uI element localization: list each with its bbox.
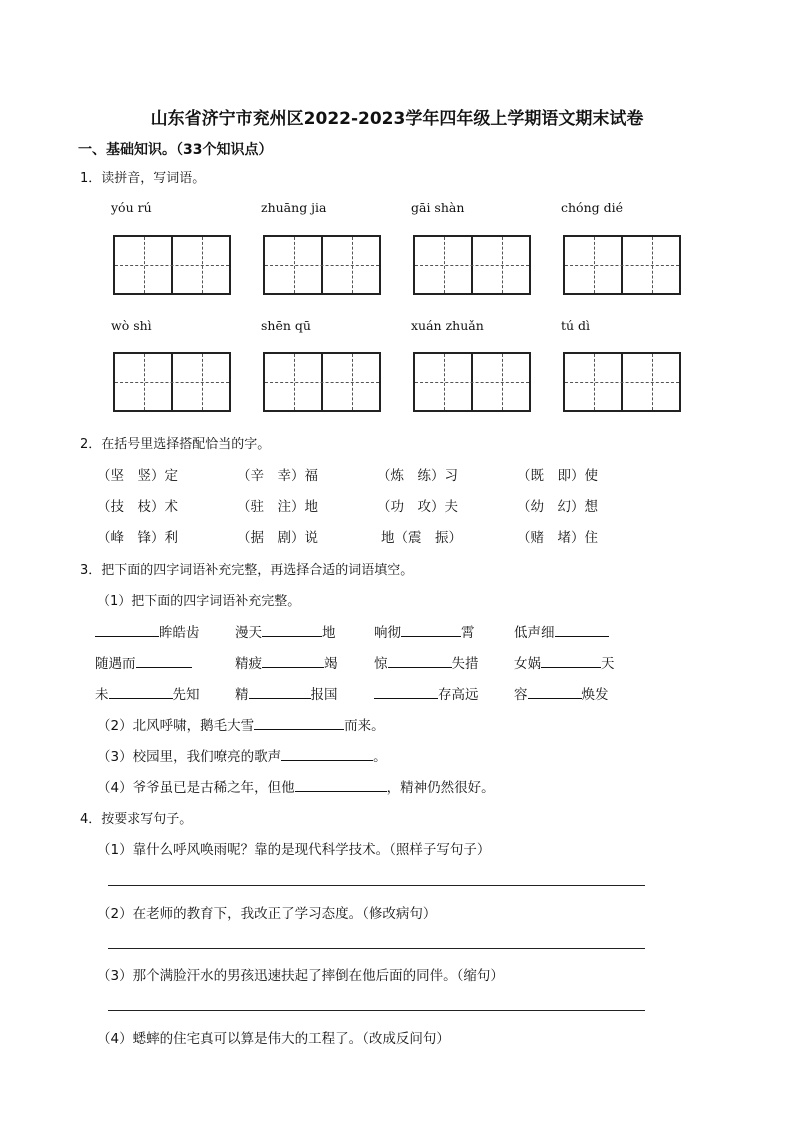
idiom-fill[interactable]: 精 报国 [235, 683, 338, 703]
char-choice[interactable]: （炼 练）习 [377, 468, 458, 484]
char-choice[interactable]: （峰 锋）利 [97, 530, 178, 546]
writing-grid[interactable] [413, 352, 531, 412]
sentence-task: （2）在老师的教育下，我改正了学习态度。（修改病句） [97, 906, 437, 922]
writing-grid[interactable] [413, 235, 531, 295]
pinyin-label: xuán zhuǎn [411, 318, 484, 333]
sentence-task: （1）靠什么呼风唤雨呢？靠的是现代科学技术。（照样子写句子） [97, 842, 491, 858]
idiom-fill[interactable]: 容 焕发 [514, 683, 609, 703]
char-choice[interactable]: （功 攻）夫 [377, 499, 458, 515]
char-choice[interactable]: （技 枝）术 [97, 499, 178, 515]
char-choice[interactable]: （辛 幸）福 [237, 468, 318, 484]
sentence-fill[interactable]: （4）爷爷虽已是古稀之年，但他 ，精神仍然很好。 [97, 776, 495, 796]
idiom-fill[interactable]: 未 先知 [95, 683, 200, 703]
page-title: 山东省济宁市兖州区2022-2023学年四年级上学期语文期末试卷 [150, 109, 644, 129]
char-choice[interactable]: （驻 注）地 [237, 499, 318, 515]
question-4-heading: 4．按要求写句子。 [80, 812, 193, 827]
char-choice[interactable]: （据 剧）说 [237, 530, 318, 546]
pinyin-label: yóu rú [111, 200, 152, 215]
idiom-fill[interactable]: 存高远 [374, 683, 479, 703]
answer-line[interactable] [108, 885, 645, 886]
idiom-fill[interactable]: 精疲 竭 [235, 652, 338, 672]
idiom-fill[interactable]: 随遇而 [95, 652, 192, 672]
answer-line[interactable] [108, 1010, 645, 1011]
pinyin-label: chóng dié [561, 200, 623, 215]
char-choice[interactable]: （既 即）使 [517, 468, 598, 484]
idiom-fill[interactable]: 漫天 地 [235, 621, 336, 641]
pinyin-label: tú dì [561, 318, 591, 333]
section-heading: 一、基础知识。（33个知识点） [78, 142, 273, 158]
idiom-fill[interactable]: 惊 失措 [374, 652, 479, 672]
pinyin-label: gāi shàn [411, 200, 465, 215]
writing-grid[interactable] [563, 235, 681, 295]
pinyin-label: shēn qū [261, 318, 311, 333]
char-choice[interactable]: （赌 堵）住 [517, 530, 598, 546]
char-choice[interactable]: （幼 幻）想 [517, 499, 598, 515]
writing-grid[interactable] [113, 352, 231, 412]
writing-grid[interactable] [263, 352, 381, 412]
sentence-task: （3）那个满脸汗水的男孩迅速扶起了摔倒在他后面的同伴。（缩句） [97, 968, 504, 984]
sentence-fill[interactable]: （2）北风呼啸，鹅毛大雪 而来。 [97, 714, 385, 734]
writing-grid[interactable] [263, 235, 381, 295]
writing-grid[interactable] [113, 235, 231, 295]
idiom-fill[interactable]: 低声细 [514, 621, 609, 641]
char-choice[interactable]: （坚 竖）定 [97, 468, 178, 484]
char-choice[interactable]: 地（震 振） [381, 530, 462, 546]
question-1-heading: 1．读拼音，写词语。 [80, 171, 206, 186]
idiom-fill[interactable]: 响彻 霄 [374, 621, 475, 641]
sub-question: （1）把下面的四字词语补充完整。 [97, 594, 301, 609]
question-3-heading: 3．把下面的四字词语补充完整，再选择合适的词语填空。 [80, 563, 414, 578]
idiom-fill[interactable]: 女娲 天 [514, 652, 615, 672]
sentence-fill[interactable]: （3）校园里，我们嘹亮的歌声 。 [97, 745, 387, 765]
question-2-heading: 2．在括号里选择搭配恰当的字。 [80, 437, 271, 452]
idiom-fill[interactable]: 眸皓齿 [95, 621, 200, 641]
answer-line[interactable] [108, 948, 645, 949]
pinyin-label: zhuāng jia [261, 200, 327, 215]
writing-grid[interactable] [563, 352, 681, 412]
pinyin-label: wò shì [111, 318, 152, 333]
sentence-task: （4）蟋蟀的住宅真可以算是伟大的工程了。（改成反问句） [97, 1031, 450, 1047]
